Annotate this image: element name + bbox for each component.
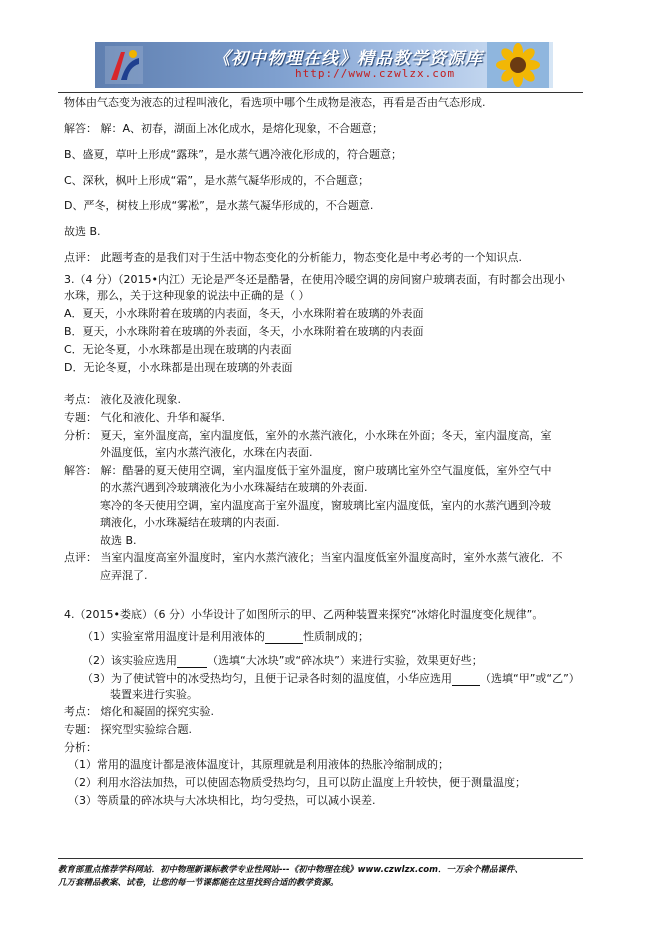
- text-line: 故选 B.: [64, 225, 101, 238]
- text-line: 考点： 熔化和凝固的探究实验.: [64, 705, 214, 718]
- text-line: 寒冷的冬天使用空调，室内温度高于室外温度，窗玻璃比室内温度低，室内的水蒸汽遇到冷玻: [100, 499, 551, 512]
- banner-url[interactable]: http://www.czwlzx.com: [295, 67, 456, 80]
- text-line: （1）常用的温度计都是液体温度计，其原理就是利用液体的热胀冷缩制成的；: [68, 758, 449, 771]
- text-line: 点评： 此题考查的是我们对于生活中物态变化的分析能力，物态变化是中考必考的一个知识点.: [64, 251, 522, 264]
- text-line: C、深秋，枫叶上形成“霜”，是水蒸气凝华形成的，不合题意；: [64, 174, 370, 187]
- q4-sub3-text: （3）为了使试管中的冰受热均匀，且便于记录各时刻的温度值，小华应选用: [82, 672, 452, 685]
- text-line: 外温度低，室内水蒸汽液化，水珠在内表面.: [100, 446, 313, 459]
- text-line: 物体由气态变为液态的过程叫液化，看选项中哪个生成物是液态，再看是否由气态形成.: [64, 96, 486, 109]
- text-line: 考点： 液化及液化现象.: [64, 393, 181, 406]
- footer-line-2: 几万套精品教案、试卷，让您的每一节课都能在这里找到合适的教学资源。: [58, 878, 339, 888]
- text-line: D、严冬，树枝上形成“雾凇”，是水蒸气凝华形成的，不合题意.: [64, 199, 374, 212]
- text-line: 专题： 气化和液化、升华和凝华.: [64, 411, 225, 424]
- text-line: B．夏天，小水珠附着在玻璃的外表面，冬天，小水珠附着在玻璃的内表面: [64, 325, 424, 338]
- text-line: C．无论冬夏，小水珠都是出现在玻璃的内表面: [64, 343, 292, 356]
- text-line: 专题： 探究型实验综合题.: [64, 723, 192, 736]
- sunflower-icon: [487, 42, 549, 88]
- answer-blank-2[interactable]: [177, 655, 207, 668]
- text-line: 4.（2015•娄底）（6 分）小华设计了如图所示的甲、乙两种装置来探究“冰熔化时温度变化规律”。: [64, 608, 544, 621]
- text-line: 点评： 当室内温度高室外温度时，室内水蒸汽液化；当室内温度低室外温度高时，室外水蒸气液化．不: [64, 551, 563, 564]
- text-line: 解答： 解：A、初春，湖面上冰化成水，是熔化现象，不合题意；: [64, 122, 384, 135]
- text-line: （3）等质量的碎冰块与大冰块相比，均匀受热，可以减小误差.: [68, 794, 376, 807]
- q4-sub1-text: （1）实验室常用温度计是利用液体的: [82, 630, 265, 643]
- text-line: A．夏天，小水珠附着在玻璃的内表面，冬天，小水珠附着在玻璃的外表面: [64, 307, 424, 320]
- text-line: 故选 B.: [100, 534, 137, 547]
- q4-sub2: [82, 654, 483, 668]
- q4-sub2-text: （2）该实验应选用: [82, 654, 177, 667]
- q4-sub2-text-end: （选填“大冰块”或“碎冰块”）来进行实验，效果更好些；: [207, 654, 483, 667]
- text-line: 解答： 解：酷暑的夏天使用空调，室内温度低于室外温度，窗户玻璃比室外空气温度低，室外空气中: [64, 464, 552, 477]
- text-line: 应弄混了.: [100, 569, 148, 582]
- q4-sub1: [82, 630, 369, 644]
- q4-sub3-text-end: （选填“甲”或“乙”）: [480, 672, 580, 685]
- footer-line-1: 教育部重点推荐学科网站．初中物理新课标教学专业性网站---《初中物理在线》www.czwlzx.com．一万余个精品课件、: [58, 865, 523, 875]
- site-logo-icon: [105, 46, 143, 84]
- text-line: 分析： 夏天，室外温度高，室内温度低，室外的水蒸汽液化，小水珠在外面；冬天，室内温度高，室: [64, 429, 552, 442]
- text-line: 分析：: [64, 741, 97, 754]
- answer-blank-3[interactable]: [452, 673, 480, 686]
- text-line: D．无论冬夏，小水珠都是出现在玻璃的外表面: [64, 361, 293, 374]
- q4-sub1-text-end: 性质制成的；: [303, 630, 369, 643]
- text-line: 的水蒸汽遇到冷玻璃液化为小水珠凝结在玻璃的外表面.: [100, 481, 368, 494]
- text-line: 璃液化，小水珠凝结在玻璃的内表面.: [100, 516, 280, 529]
- header-rule: [58, 92, 583, 93]
- text-line: （2）利用水浴法加热，可以使固态物质受热均匀，且可以防止温度上升较快，便于测量温度；: [68, 776, 526, 789]
- text-line: B、盛夏，草叶上形成“露珠”，是水蒸气遇冷液化形成的，符合题意；: [64, 148, 402, 161]
- answer-blank-1[interactable]: [265, 631, 303, 644]
- banner-title: 《初中物理在线》精品教学资源库: [213, 49, 483, 69]
- text-line: 水珠，那么，关于这种现象的说法中正确的是（ ）: [64, 289, 310, 302]
- q4-sub3-line2: 装置来进行实验。: [110, 688, 198, 701]
- header-banner: [95, 42, 553, 88]
- footer-rule: [58, 858, 583, 859]
- q4-sub3: [82, 672, 580, 686]
- text-line: 3.（4 分）（2015•内江）无论是严冬还是酷暑，在使用冷暖空调的房间窗户玻璃表面，有时都会出现小: [64, 273, 565, 286]
